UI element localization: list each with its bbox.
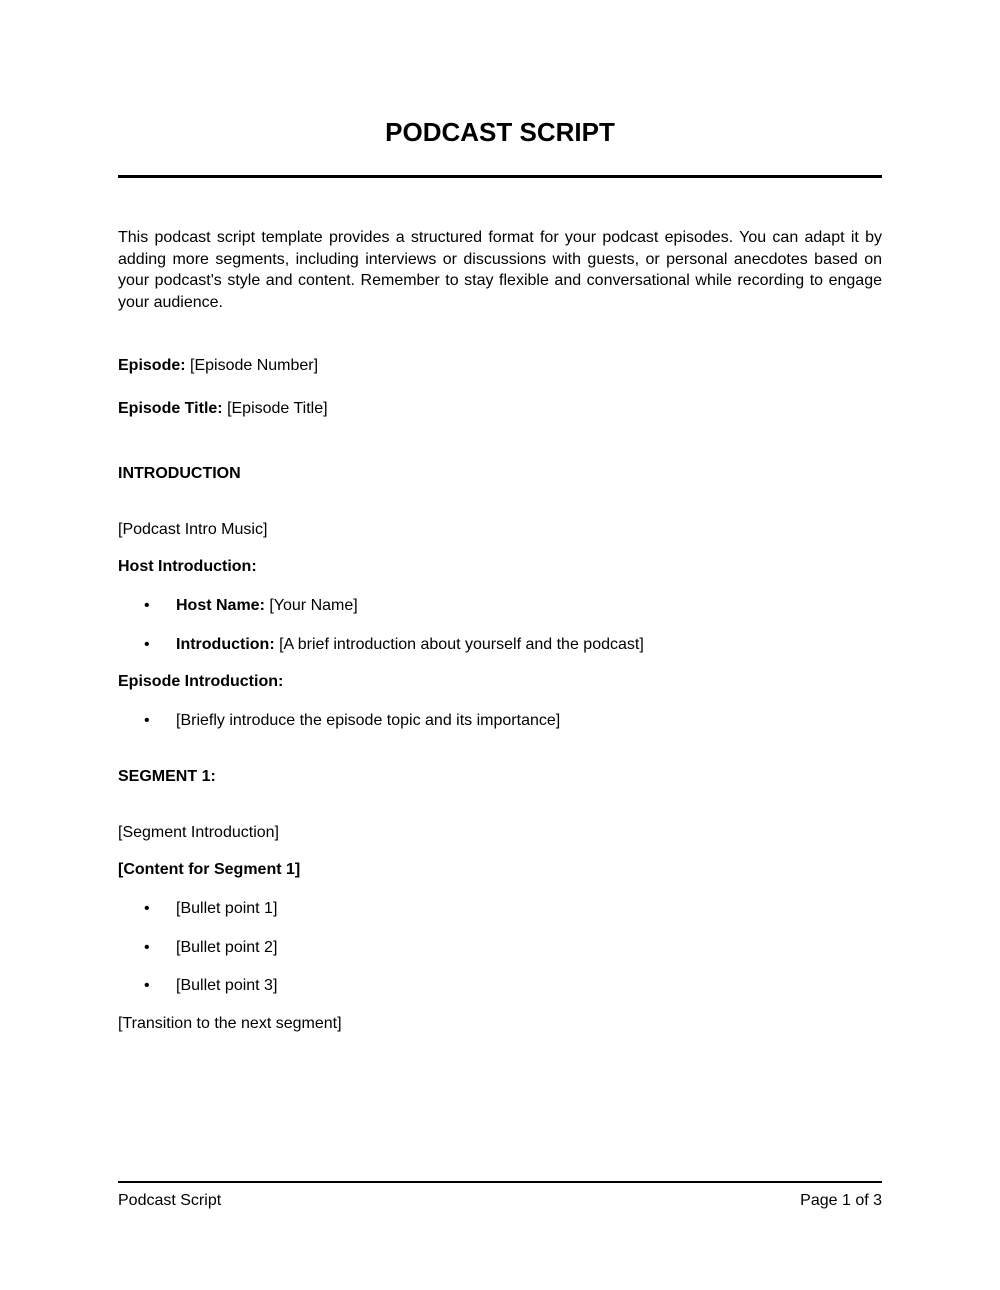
list-item (144, 634, 644, 655)
segment1-heading: SEGMENT 1: (118, 768, 216, 785)
host-introduction-label: Introduction: (176, 636, 275, 653)
segment-content-heading: [Content for Segment 1] (118, 861, 301, 878)
host-name-label: Host Name: (176, 597, 265, 614)
segment-bullet-text: [Bullet point 1] (176, 900, 278, 917)
segment-bullet-text: [Bullet point 3] (176, 977, 278, 994)
episode-title-line (118, 398, 328, 419)
list-item (144, 975, 277, 996)
footer-document-name: Podcast Script (118, 1192, 222, 1209)
page-title: PODCAST SCRIPT (385, 117, 615, 147)
list-item (144, 710, 560, 731)
host-introduction-value: [A brief introduction about yourself and the podcast] (279, 636, 644, 653)
title-divider (118, 175, 882, 178)
episode-label: Episode: (118, 357, 186, 374)
footer-divider (118, 1181, 882, 1183)
introduction-heading: INTRODUCTION (118, 465, 241, 482)
episode-value: [Episode Number] (190, 357, 319, 374)
segment-bullet-text: [Bullet point 2] (176, 939, 278, 956)
episode-intro-bullet-text: [Briefly introduce the episode topic and its importance] (176, 712, 561, 729)
bullet-icon: • (144, 712, 150, 729)
list-item (144, 937, 277, 958)
episode-line (118, 355, 318, 376)
intro-paragraph: This podcast script template provides a structured format for your podcast episodes. You can adapt it by adding more segments, including interviews or discussions with guests, or personal anecdotes based on your podcast's style and content. Remember to stay flexible and conversational while recording to engage your audience. (118, 229, 882, 311)
list-item (144, 898, 277, 919)
episode-introduction-heading: Episode Introduction: (118, 673, 284, 690)
bullet-icon: • (144, 597, 150, 614)
bullet-icon: • (144, 939, 150, 956)
host-introduction-heading: Host Introduction: (118, 558, 257, 575)
segment-introduction-placeholder: [Segment Introduction] (118, 824, 279, 841)
episode-title-label: Episode Title: (118, 400, 223, 417)
bullet-icon: • (144, 636, 150, 653)
episode-title-value: [Episode Title] (227, 400, 328, 417)
list-item (144, 595, 358, 616)
footer-page-number: Page 1 of 3 (800, 1192, 882, 1209)
bullet-icon: • (144, 900, 150, 917)
bullet-icon: • (144, 977, 150, 994)
host-name-value: [Your Name] (269, 597, 358, 614)
transition-placeholder: [Transition to the next segment] (118, 1015, 342, 1032)
intro-music-placeholder: [Podcast Intro Music] (118, 521, 268, 538)
